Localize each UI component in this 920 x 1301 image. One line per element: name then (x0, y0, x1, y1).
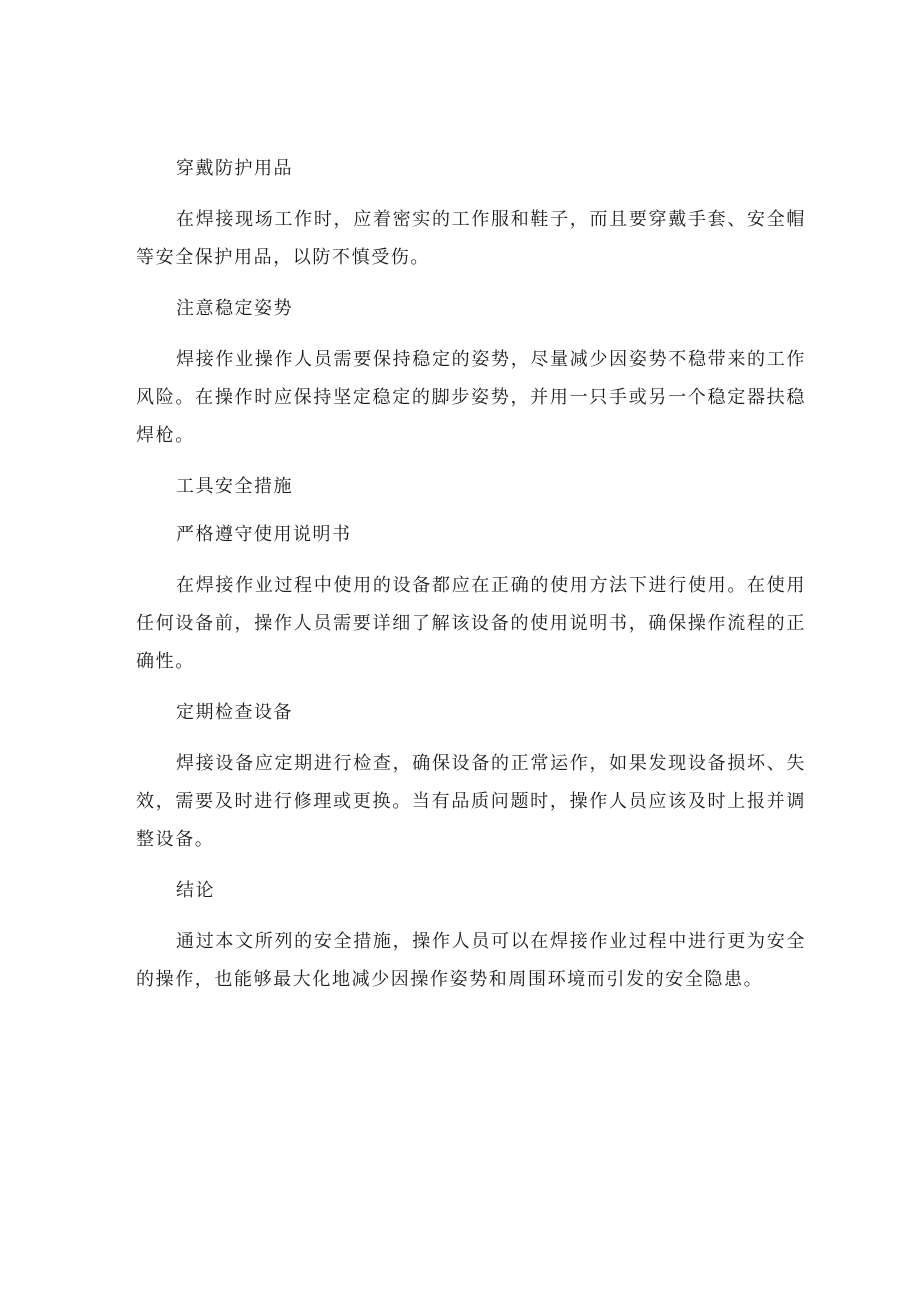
section-heading-manual: 严格遵守使用说明书 (176, 524, 352, 545)
paragraph-conclusion: 通过本文所列的安全措施，操作人员可以在焊接作业过程中进行更为安全的操作，也能够最大化地减少因操作姿势和周围环境而引发的安全隐患。 (136, 931, 806, 990)
paragraph-manual: 在焊接作业过程中使用的设备都应在正确的使用方法下进行使用。在使用任何设备前，操作人员需要详细了解该设备的使用说明书，确保操作流程的正确性。 (136, 575, 806, 672)
section-heading-posture: 注意稳定姿势 (176, 298, 293, 319)
paragraph-ppe: 在焊接现场工作时，应着密实的工作服和鞋子，而且要穿戴手套、安全帽等安全保护用品，以防不慎受伤。 (136, 209, 806, 268)
section-heading-ppe: 穿戴防护用品 (176, 158, 293, 179)
section-heading-inspection: 定期检查设备 (176, 702, 293, 723)
section-heading-tool-safety: 工具安全措施 (176, 476, 293, 497)
paragraph-inspection: 焊接设备应定期进行检查，确保设备的正常运作，如果发现设备损坏、失效，需要及时进行修理或更换。当有品质问题时，操作人员应该及时上报并调整设备。 (136, 753, 806, 850)
paragraph-posture: 焊接作业操作人员需要保持稳定的姿势，尽量减少因姿势不稳带来的工作风险。在操作时应保持坚定稳定的脚步姿势，并用一只手或另一个稳定器扶稳焊枪。 (136, 349, 806, 446)
section-heading-conclusion: 结论 (176, 880, 215, 901)
document-body (136, 150, 806, 999)
